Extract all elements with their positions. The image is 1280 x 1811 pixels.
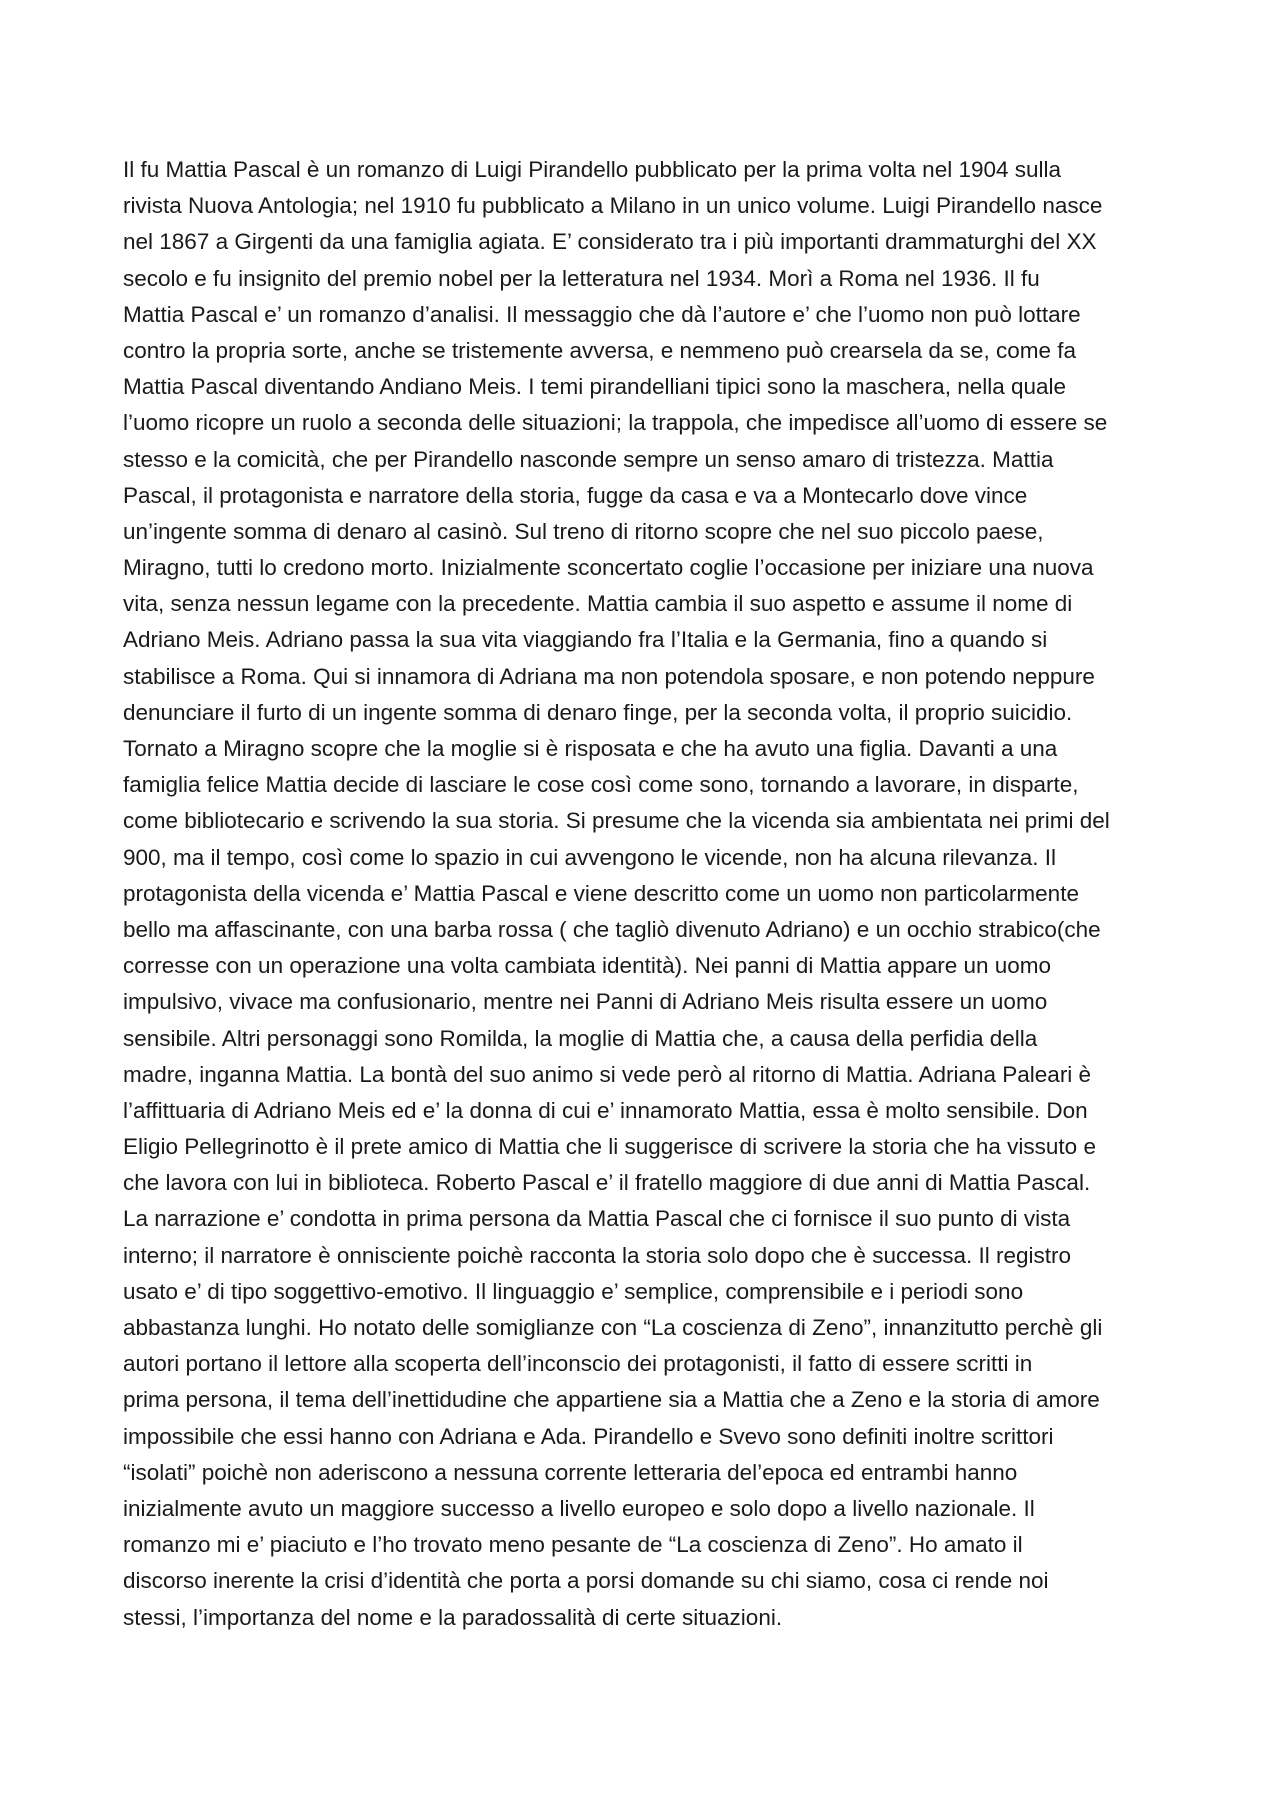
paragraph-line: impulsivo, vivace ma confusionario, mentre nei Panni di Adriano Meis risulta essere un uomo (123, 989, 1048, 1015)
paragraph-line: romanzo mi e’ piaciuto e l’ho trovato meno pesante de “La coscienza di Zeno”. Ho amato il (123, 1532, 1023, 1558)
paragraph-line: che lavora con lui in biblioteca. Roberto Pascal e’ il fratello maggiore di due anni di Mattia Pascal. (123, 1170, 1091, 1196)
paragraph-line: denunciare il furto di un ingente somma di denaro finge, per la seconda volta, il proprio suicidio. (123, 699, 1073, 725)
paragraph-line: corresse con un operazione una volta cambiata identità). Nei panni di Mattia appare un uomo (123, 953, 1052, 979)
paragraph-line: secolo e fu insignito del premio nobel per la letteratura nel 1934. Morì a Roma nel 1936. Il fu (123, 265, 1040, 291)
paragraph-line: sensibile. Altri personaggi sono Romilda, la moglie di Mattia che, a causa della perfidia della (123, 1025, 1038, 1051)
paragraph-line: interno; il narratore è onnisciente poichè racconta la storia solo dopo che è successa. Il registro (123, 1242, 1072, 1268)
paragraph-line: discorso inerente la crisi d’identità che porta a porsi domande su chi siamo, cosa ci rende noi (123, 1568, 1049, 1594)
paragraph-line: abbastanza lunghi. Ho notato delle somiglianze con “La coscienza di Zeno”, innanzitutto perchè gli (123, 1315, 1103, 1340)
paragraph-line: autori portano il lettore alla scoperta dell’inconscio dei protagonisti, il fatto di essere scritti in (123, 1351, 1033, 1377)
paragraph-line: La narrazione e’ condotta in prima persona da Mattia Pascal che ci fornisce il suo punto di vista (123, 1206, 1071, 1232)
paragraph-line: “isolati” poichè non aderiscono a nessuna corrente letteraria del’epoca ed entrambi hanno (123, 1459, 1018, 1485)
paragraph-line: l’uomo ricopre un ruolo a seconda delle situazioni; la trappola, che impedisce all’uomo di essere se (123, 410, 1108, 436)
paragraph-line: Pascal, il protagonista e narratore della storia, fugge da casa e va a Montecarlo dove vince (123, 482, 1028, 508)
paragraph-line: Eligio Pellegrinotto è il prete amico di Mattia che li suggerisce di scrivere la storia che ha vissuto e (123, 1134, 1096, 1160)
paragraph-line: Tornato a Miragno scopre che la moglie si è risposata e che ha avuto una figlia. Davanti a una (123, 736, 1058, 761)
paragraph-line: nel 1867 a Girgenti da una famiglia agiata. E’ considerato tra i più importanti drammaturghi del XX (123, 229, 1097, 255)
paragraph-line: Mattia Pascal diventando Andiano Meis. I temi pirandelliani tipici sono la maschera, nella quale (123, 374, 1067, 400)
paragraph-line: stessi, l’importanza del nome e la paradossalità di certe situazioni. (123, 1604, 783, 1630)
paragraph-line: l’affittuaria di Adriano Meis ed e’ la donna di cui e’ innamorato Mattia, essa è molto sensibile. Don (123, 1097, 1088, 1123)
body-paragraph (123, 152, 1173, 1636)
paragraph-line: Mattia Pascal e’ un romanzo d’analisi. Il messaggio che dà l’autore e’ che l’uomo non può lottare (123, 301, 1081, 327)
paragraph-line: Il fu Mattia Pascal è un romanzo di Luigi Pirandello pubblicato per la prima volta nel 1904 sulla (123, 157, 1062, 182)
paragraph-line: 900, ma il tempo, così come lo spazio in cui avvengono le vicende, non ha alcuna rilevanza. Il (123, 844, 1057, 870)
paragraph-line: prima persona, il tema dell’inettidudine che appartiene sia a Mattia che a Zeno e la storia di amore (123, 1387, 1100, 1413)
paragraph-line: bello ma affascinante, con una barba rossa ( che tagliò divenuto Adriano) e un occhio strabico(che (123, 916, 1101, 942)
paragraph-line: madre, inganna Mattia. La bontà del suo animo si vede però al ritorno di Mattia. Adriana Paleari è (123, 1061, 1092, 1087)
paragraph-line: Adriano Meis. Adriano passa la sua vita viaggiando fra l’Italia e la Germania, fino a quando si (123, 627, 1048, 653)
paragraph-line: contro la propria sorte, anche se tristemente avversa, e nemmeno può crearsela da se, come fa (123, 337, 1076, 363)
paragraph-line: vita, senza nessun legame con la precedente. Mattia cambia il suo aspetto e assume il nome di (123, 591, 1073, 617)
paragraph-line: famiglia felice Mattia decide di lasciare le cose così come sono, tornando a lavorare, in disparte, (123, 772, 1079, 798)
paragraph-line: protagonista della vicenda e’ Mattia Pascal e viene descritto come un uomo non particolarmente (123, 880, 1079, 906)
paragraph-line: come bibliotecario e scrivendo la sua storia. Si presume che la vicenda sia ambientata nei primi del (123, 808, 1110, 834)
paragraph-line: usato e’ di tipo soggettivo-emotivo. Il linguaggio e’ semplice, comprensibile e i periodi sono (123, 1278, 1024, 1304)
paragraph-line: stabilisce a Roma. Qui si innamora di Adriana ma non potendola sposare, e non potendo neppure (123, 663, 1095, 689)
paragraph-line: un’ingente somma di denaro al casinò. Sul treno di ritorno scopre che nel suo piccolo paese, (123, 518, 1044, 544)
paragraph-line: rivista Nuova Antologia; nel 1910 fu pubblicato a Milano in un unico volume. Luigi Pirandello nasce (123, 193, 1103, 219)
paragraph-line: stesso e la comicità, che per Pirandello nasconde sempre un senso amaro di tristezza. Mattia (123, 446, 1054, 472)
paragraph-line: impossibile che essi hanno con Adriana e Ada. Pirandello e Svevo sono definiti inoltre scrittori (123, 1423, 1054, 1449)
paragraph-line: inizialmente avuto un maggiore successo a livello europeo e solo dopo a livello nazionale. Il (123, 1495, 1035, 1521)
paragraph-line: Miragno, tutti lo credono morto. Inizialmente sconcertato coglie l’occasione per iniziare una nuova (123, 555, 1094, 581)
